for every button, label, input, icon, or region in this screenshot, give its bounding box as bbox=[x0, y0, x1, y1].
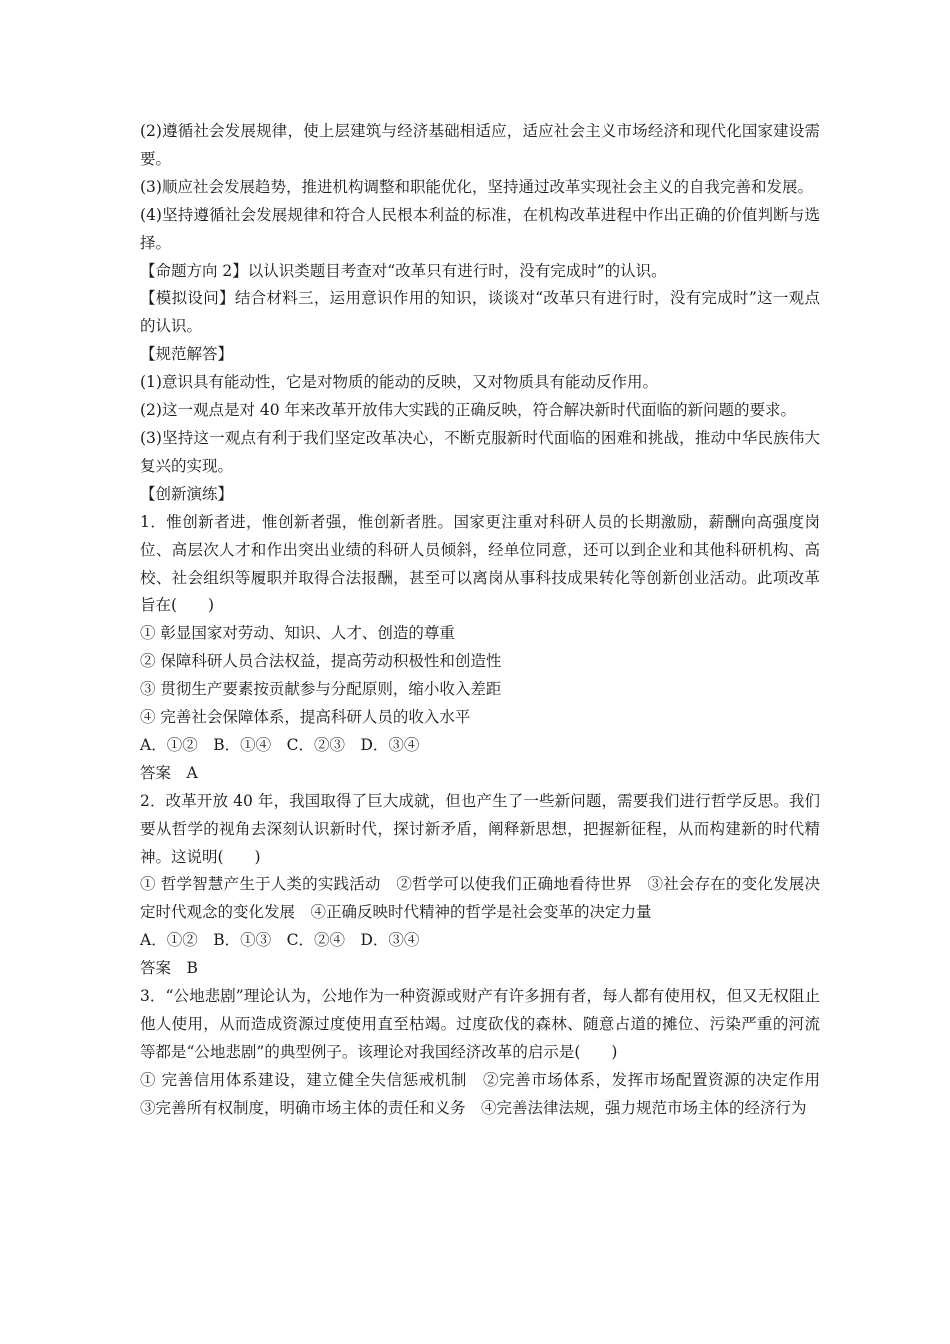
practice-heading: 【创新演练】 bbox=[140, 484, 234, 503]
question-1-choices: A．①② B．①④ C．②③ D．③④ bbox=[140, 735, 420, 754]
question-1-option-1: ① 彰显国家对劳动、知识、人才、创造的尊重 bbox=[140, 624, 455, 643]
model-answer-2: (2)这一观点是对 40 年来改革开放伟大实践的正确反映，符合解决新时代面临的新问题的要求。 bbox=[140, 401, 797, 420]
question-2-choices: A．①② B．①③ C．②④ D．③④ bbox=[140, 931, 420, 950]
question-1-answer: 答案 A bbox=[140, 763, 198, 782]
question-1-option-3: ③ 贯彻生产要素按贡献参与分配原则，缩小收入差距 bbox=[140, 680, 502, 699]
simulated-question: 【模拟设问】结合材料三，运用意识作用的知识，谈谈对“改革只有进行时，没有完成时”这一观点的认识。 bbox=[140, 289, 820, 336]
question-2-answer: 答案 B bbox=[140, 959, 198, 978]
direction-2-heading: 【命题方向 2】以认识类题目考查对“改革只有进行时，没有完成时”的认识。 bbox=[140, 261, 667, 280]
question-1-option-4: ④ 完善社会保障体系，提高科研人员的收入水平 bbox=[140, 708, 471, 727]
model-answer-1: (1)意识具有能动性，它是对物质的能动的反映，又对物质具有能动反作用。 bbox=[140, 373, 658, 392]
answer-point-3: (3)顺应社会发展趋势，推进机构调整和职能优化，坚持通过改革实现社会主义的自我完善和发展。 bbox=[140, 177, 813, 196]
question-2-stem: 2．改革开放 40 年，我国取得了巨大成就，但也产生了一些新问题，需要我们进行哲学反思。我们要从哲学的视角去深刻认识新时代，探讨新矛盾，阐释新思想，把握新征程，从而构建新的时代精神。这说明( ) bbox=[140, 791, 820, 866]
answer-point-4: (4)坚持遵循社会发展规律和符合人民根本利益的标准，在机构改革进程中作出正确的价值判断与选择。 bbox=[140, 205, 820, 252]
question-3-stem: 3．“公地悲剧”理论认为，公地作为一种资源或财产有许多拥有者，每人都有使用权，但又无权阻止他人使用，从而造成资源过度使用直至枯竭。过度砍伐的森林、随意占道的摊位、污染严重的河流等都是“公地悲剧”的典型例子。该理论对我国经济改革的启示是( ) bbox=[140, 987, 820, 1061]
model-answer-heading: 【规范解答】 bbox=[140, 345, 234, 364]
answer-point-2: (2)遵循社会发展规律，使上层建筑与经济基础相适应，适应社会主义市场经济和现代化国家建设需要。 bbox=[140, 122, 820, 168]
document-page bbox=[140, 118, 836, 1123]
question-1-stem: 1．惟创新者进，惟创新者强，惟创新者胜。国家更注重对科研人员的长期激励，薪酬向高强度岗位、高层次人才和作出突出业绩的科研人员倾斜，经单位同意，还可以到企业和其他科研机构、高校、社会组织等履职并取得合法报酬，甚至可以离岗从事科技成果转化等创新创业活动。此项改革旨在( ) bbox=[140, 512, 820, 615]
question-1-option-2: ② 保障科研人员合法权益，提高劳动积极性和创造性 bbox=[140, 652, 502, 671]
question-2-options: ① 哲学智慧产生于人类的实践活动 ②哲学可以使我们正确地看待世界 ③社会存在的变化发展决定时代观念的变化发展 ④正确反映时代精神的哲学是社会变革的决定力量 bbox=[140, 875, 820, 922]
question-3-options: ① 完善信用体系建设，建立健全失信惩戒机制 ②完善市场体系，发挥市场配置资源的决定作用 ③完善所有权制度，明确市场主体的责任和义务 ④完善法律法规，强力规范市场主体的经济行为 bbox=[140, 1070, 836, 1117]
model-answer-3: (3)坚持这一观点有利于我们坚定改革决心，不断克服新时代面临的困难和挑战，推动中华民族伟大复兴的实现。 bbox=[140, 428, 820, 475]
